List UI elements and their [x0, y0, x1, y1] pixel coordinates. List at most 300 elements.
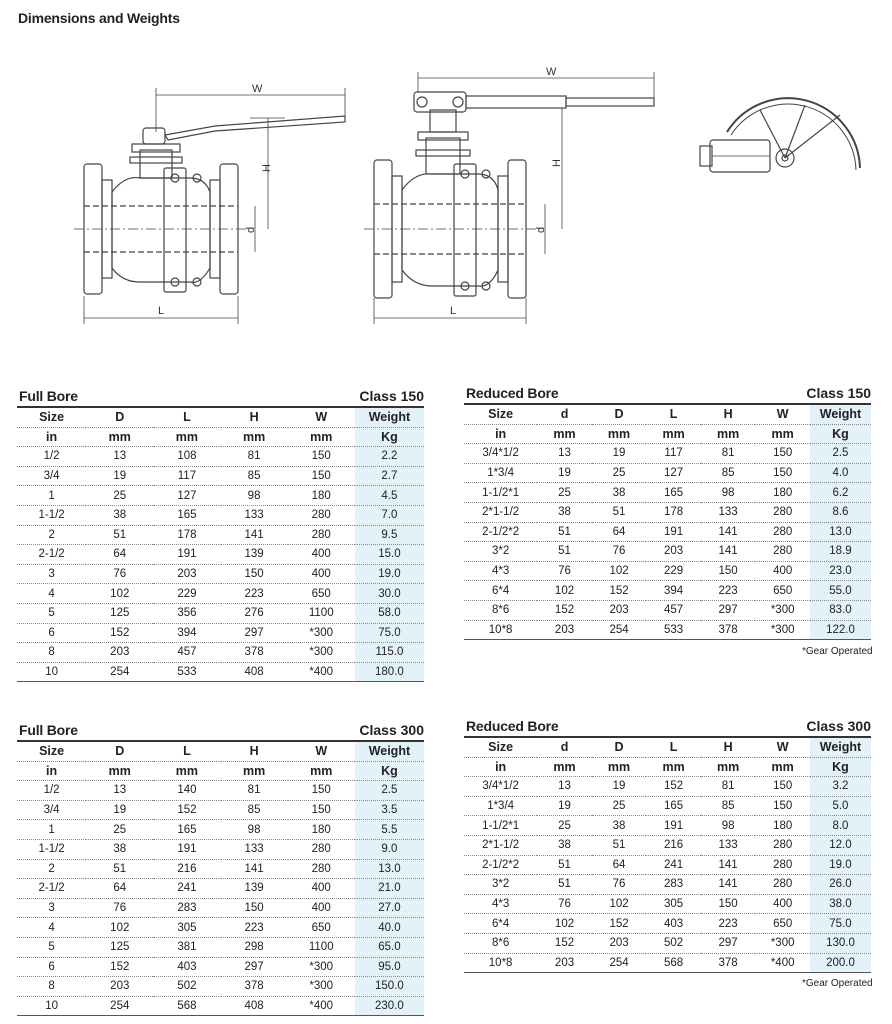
table-cell: 203	[537, 953, 592, 973]
table-cell: 51	[86, 525, 153, 545]
header-cell: D	[86, 407, 153, 427]
table-cell: 1/2	[17, 781, 86, 801]
table-cell: 117	[153, 466, 220, 486]
reduced-bore-class150-block	[464, 381, 871, 640]
table-cell: 51	[592, 835, 647, 855]
table-cell: 141	[701, 542, 756, 562]
table-cell: 23.0	[810, 561, 871, 581]
table-cell: 650	[755, 581, 810, 601]
table-cell: 1	[17, 486, 86, 506]
table-cell: 51	[592, 502, 647, 522]
table-cell: 98	[221, 486, 288, 506]
table-cell: 254	[592, 620, 647, 640]
header-cell: H	[221, 741, 288, 761]
table-cell: 9.5	[355, 525, 424, 545]
table-cell: 150	[755, 463, 810, 483]
table-cell: 81	[701, 777, 756, 797]
table-row	[464, 855, 871, 875]
table-cell: 5.0	[810, 796, 871, 816]
header-cell: Weight	[810, 404, 871, 424]
table-cell: 150	[288, 800, 355, 820]
table-cell: 76	[592, 542, 647, 562]
table-cell: 81	[221, 447, 288, 467]
large-d-label: d	[535, 226, 547, 233]
table-cell: 76	[537, 894, 592, 914]
table-row	[464, 796, 871, 816]
table-cell: 2-1/2	[17, 545, 86, 565]
table-cell: 2-1/2*2	[464, 522, 537, 542]
table-cell: *300	[288, 643, 355, 663]
full-bore-class300-table	[17, 740, 424, 1016]
table-title: Full Bore	[19, 388, 78, 404]
table-cell: 150	[701, 561, 756, 581]
table-cell: 1100	[288, 603, 355, 623]
table-cell: *300	[755, 620, 810, 640]
header-cell: W	[288, 407, 355, 427]
unit-cell: in	[464, 757, 537, 777]
table-cell: 280	[288, 505, 355, 525]
header-cell: Size	[17, 407, 86, 427]
table-row	[464, 600, 871, 620]
table-cell: *400	[288, 662, 355, 682]
unit-cell: Kg	[355, 427, 424, 447]
table-cell: 133	[221, 839, 288, 859]
table-cell: 19.0	[810, 855, 871, 875]
table-cell: 297	[221, 957, 288, 977]
table-cell: 102	[537, 581, 592, 601]
table-cell: 254	[86, 996, 153, 1016]
table-cell: 180	[755, 816, 810, 836]
table-cell: 191	[153, 839, 220, 859]
table-cell: *300	[288, 957, 355, 977]
table-cell: 81	[221, 781, 288, 801]
large-valve-drawing	[364, 72, 654, 324]
table-cell: 3*2	[464, 875, 537, 895]
header-cell: D	[592, 737, 647, 757]
table-cell: 356	[153, 603, 220, 623]
header-row	[464, 737, 871, 757]
table-cell: 8*6	[464, 933, 537, 953]
table-cell: 283	[646, 875, 701, 895]
table-cell: 102	[592, 894, 647, 914]
lever-l-label: L	[158, 305, 165, 317]
unit-cell: mm	[537, 424, 592, 444]
table-cell: 2.2	[355, 447, 424, 467]
table-cell: 13.0	[810, 522, 871, 542]
table-row	[17, 859, 424, 879]
table-cell: 1/2	[17, 447, 86, 467]
table-cell: 8	[17, 643, 86, 663]
header-cell: Size	[17, 741, 86, 761]
table-cell: 2*1-1/2	[464, 502, 537, 522]
table-cell: 200.0	[810, 953, 871, 973]
table-cell: 25	[592, 463, 647, 483]
table-cell: 51	[537, 855, 592, 875]
table-cell: 2*1-1/2	[464, 835, 537, 855]
reduced-bore-class300-block	[464, 714, 871, 973]
table-cell: 150	[221, 898, 288, 918]
full-bore-class150-table	[17, 406, 424, 682]
table-cell: 150	[288, 781, 355, 801]
table-cell: 4*3	[464, 561, 537, 581]
table-cell: 19	[592, 444, 647, 464]
table-cell: 26.0	[810, 875, 871, 895]
table-cell: 3/4	[17, 800, 86, 820]
table-cell: 280	[288, 859, 355, 879]
valve-drawings	[0, 0, 892, 340]
header-row	[464, 404, 871, 424]
unit-cell: mm	[755, 424, 810, 444]
table-cell: 4	[17, 584, 86, 604]
table-cell: 10*8	[464, 620, 537, 640]
table-cell: 533	[153, 662, 220, 682]
table-cell: 127	[153, 486, 220, 506]
table-row	[17, 662, 424, 682]
table-cell: 125	[86, 603, 153, 623]
table-row	[17, 643, 424, 663]
table-cell: 400	[288, 545, 355, 565]
table-cell: 25	[537, 816, 592, 836]
header-row	[17, 741, 424, 761]
table-cell: 650	[288, 918, 355, 938]
table-cell: 8.6	[810, 502, 871, 522]
unit-cell: mm	[153, 761, 220, 781]
table-cell: 10*8	[464, 953, 537, 973]
table-cell: 13.0	[355, 859, 424, 879]
table-cell: 297	[221, 623, 288, 643]
table-row	[464, 581, 871, 601]
table-row	[17, 996, 424, 1016]
lever-valve-drawing	[74, 88, 345, 324]
table-cell: 7.0	[355, 505, 424, 525]
table-cell: 216	[646, 835, 701, 855]
table-cell: 3.5	[355, 800, 424, 820]
table-row	[17, 918, 424, 938]
table-cell: 165	[153, 820, 220, 840]
table-cell: 502	[646, 933, 701, 953]
table-cell: 51	[537, 522, 592, 542]
table-row	[17, 879, 424, 899]
table-cell: 38	[537, 835, 592, 855]
table-cell: 280	[755, 855, 810, 875]
table-cell: 141	[701, 875, 756, 895]
table-cell: 1100	[288, 937, 355, 957]
large-w-label: W	[546, 66, 557, 78]
table-cell: 216	[153, 859, 220, 879]
table-cell: 75.0	[810, 914, 871, 934]
table-cell: 133	[221, 505, 288, 525]
table-cell: 102	[592, 561, 647, 581]
table-cell: 2	[17, 859, 86, 879]
table-cell: 3	[17, 564, 86, 584]
table-cell: 191	[646, 816, 701, 836]
table-cell: 180.0	[355, 662, 424, 682]
table-cell: 191	[646, 522, 701, 542]
table-cell: 85	[221, 466, 288, 486]
table-cell: 98	[221, 820, 288, 840]
table-row	[17, 820, 424, 840]
table-cell: 403	[646, 914, 701, 934]
table-cell: 85	[221, 800, 288, 820]
header-cell: d	[537, 737, 592, 757]
table-cell: 152	[646, 777, 701, 797]
table-cell: 394	[153, 623, 220, 643]
unit-cell: Kg	[810, 424, 871, 444]
table-cell: 280	[755, 502, 810, 522]
table-cell: 152	[86, 623, 153, 643]
table-cell: *400	[755, 953, 810, 973]
unit-cell: mm	[701, 424, 756, 444]
table-cell: 38.0	[810, 894, 871, 914]
page-title: Dimensions and Weights	[18, 10, 180, 26]
reduced-bore-class150-table	[464, 403, 871, 640]
table-title: Reduced Bore	[466, 718, 559, 734]
table-cell: 1-1/2*1	[464, 483, 537, 503]
table-row	[464, 522, 871, 542]
table-cell: 139	[221, 545, 288, 565]
header-cell: L	[153, 741, 220, 761]
table-cell: 230.0	[355, 996, 424, 1016]
table-cell: 102	[86, 918, 153, 938]
table-row	[464, 542, 871, 562]
table-cell: 152	[537, 600, 592, 620]
table-cell: 115.0	[355, 643, 424, 663]
table-row	[17, 584, 424, 604]
table-cell: 2.5	[355, 781, 424, 801]
table-cell: 254	[86, 662, 153, 682]
table-cell: 191	[153, 545, 220, 565]
table-cell: 150	[755, 777, 810, 797]
header-cell: L	[646, 404, 701, 424]
table-cell: 13	[537, 777, 592, 797]
table-cell: 40.0	[355, 918, 424, 938]
table-cell: 2.7	[355, 466, 424, 486]
table-cell: 25	[537, 483, 592, 503]
table-cell: 18.9	[810, 542, 871, 562]
table-cell: 241	[646, 855, 701, 875]
unit-cell: mm	[86, 427, 153, 447]
header-cell: Weight	[355, 407, 424, 427]
table-row	[17, 898, 424, 918]
table-cell: 283	[153, 898, 220, 918]
table-cell: 6*4	[464, 581, 537, 601]
table-cell: 75.0	[355, 623, 424, 643]
table-cell: 150	[221, 564, 288, 584]
unit-row	[17, 761, 424, 781]
table-cell: 58.0	[355, 603, 424, 623]
table-cell: 64	[86, 879, 153, 899]
table-cell: 10	[17, 996, 86, 1016]
table-cell: 3*2	[464, 542, 537, 562]
table-class: Class 150	[806, 385, 871, 401]
table-cell: 51	[537, 875, 592, 895]
table-cell: 305	[646, 894, 701, 914]
table-cell: 1	[17, 820, 86, 840]
table-cell: 1*3/4	[464, 796, 537, 816]
table-cell: 400	[288, 898, 355, 918]
reduced-bore-class300-table	[464, 736, 871, 973]
header-cell: W	[288, 741, 355, 761]
unit-cell: mm	[646, 424, 701, 444]
table-cell: 150	[288, 447, 355, 467]
unit-cell: mm	[221, 761, 288, 781]
table-title: Reduced Bore	[466, 385, 559, 401]
table-row	[17, 486, 424, 506]
table-cell: 38	[86, 839, 153, 859]
table-cell: 457	[646, 600, 701, 620]
table-cell: 95.0	[355, 957, 424, 977]
table-cell: 8	[17, 977, 86, 997]
table-cell: 152	[592, 581, 647, 601]
table-row	[464, 835, 871, 855]
table-row	[17, 937, 424, 957]
table-cell: 76	[537, 561, 592, 581]
table-cell: 81	[701, 444, 756, 464]
header-cell: Size	[464, 404, 537, 424]
header-cell: W	[755, 737, 810, 757]
table-cell: 4.0	[810, 463, 871, 483]
unit-cell: mm	[153, 427, 220, 447]
table-cell: 165	[153, 505, 220, 525]
table-cell: 25	[592, 796, 647, 816]
table-cell: *300	[755, 933, 810, 953]
table-cell: 533	[646, 620, 701, 640]
table-cell: 378	[221, 643, 288, 663]
table-cell: 457	[153, 643, 220, 663]
table-cell: 98	[701, 816, 756, 836]
table-cell: 5.5	[355, 820, 424, 840]
table-cell: 241	[153, 879, 220, 899]
unit-cell: mm	[537, 757, 592, 777]
table-cell: 378	[701, 620, 756, 640]
table-cell: 85	[701, 796, 756, 816]
lever-h-label: H	[261, 164, 273, 172]
header-cell: L	[153, 407, 220, 427]
unit-cell: mm	[592, 757, 647, 777]
table-cell: 127	[646, 463, 701, 483]
table-cell: 150	[755, 796, 810, 816]
table-cell: 2	[17, 525, 86, 545]
unit-cell: in	[464, 424, 537, 444]
table-cell: 102	[537, 914, 592, 934]
table-cell: 180	[755, 483, 810, 503]
table-cell: 125	[86, 937, 153, 957]
table-cell: 133	[701, 502, 756, 522]
table-row	[464, 561, 871, 581]
table-cell: 650	[755, 914, 810, 934]
header-cell: D	[592, 404, 647, 424]
lever-d-label: d	[245, 226, 257, 233]
table-cell: 650	[288, 584, 355, 604]
table-cell: 150	[755, 444, 810, 464]
table-row	[17, 603, 424, 623]
table-cell: 5	[17, 603, 86, 623]
unit-cell: mm	[288, 761, 355, 781]
table-cell: 2.5	[810, 444, 871, 464]
unit-cell: mm	[288, 427, 355, 447]
table-cell: 19	[86, 800, 153, 820]
unit-cell: in	[17, 427, 86, 447]
gear-operated-note: *Gear Operated	[802, 978, 873, 989]
unit-cell: Kg	[355, 761, 424, 781]
table-cell: 400	[288, 564, 355, 584]
table-cell: 13	[537, 444, 592, 464]
table-row	[464, 777, 871, 797]
table-cell: 30.0	[355, 584, 424, 604]
table-cell: 223	[701, 581, 756, 601]
header-cell: Size	[464, 737, 537, 757]
large-l-label: L	[450, 305, 457, 317]
table-row	[464, 816, 871, 836]
table-cell: 6	[17, 623, 86, 643]
table-cell: 64	[86, 545, 153, 565]
table-cell: 223	[701, 914, 756, 934]
table-cell: 400	[755, 561, 810, 581]
unit-cell: mm	[755, 757, 810, 777]
table-row	[17, 505, 424, 525]
table-cell: 229	[646, 561, 701, 581]
table-row	[17, 525, 424, 545]
table-cell: 6	[17, 957, 86, 977]
table-cell: 1*3/4	[464, 463, 537, 483]
table-cell: 568	[153, 996, 220, 1016]
header-cell: H	[221, 407, 288, 427]
table-cell: 378	[221, 977, 288, 997]
table-cell: 140	[153, 781, 220, 801]
table-row	[17, 781, 424, 801]
full-bore-class150-block	[17, 384, 424, 682]
header-cell: Weight	[810, 737, 871, 757]
table-cell: *300	[288, 977, 355, 997]
unit-cell: mm	[592, 424, 647, 444]
unit-cell: mm	[701, 757, 756, 777]
table-cell: 6.2	[810, 483, 871, 503]
table-cell: 203	[86, 977, 153, 997]
table-cell: 305	[153, 918, 220, 938]
table-cell: 139	[221, 879, 288, 899]
table-cell: 6*4	[464, 914, 537, 934]
lever-w-label: W	[252, 83, 263, 95]
table-row	[464, 483, 871, 503]
table-cell: 298	[221, 937, 288, 957]
table-cell: 229	[153, 584, 220, 604]
full-bore-class300-block	[17, 718, 424, 1016]
table-cell: 27.0	[355, 898, 424, 918]
unit-row	[464, 757, 871, 777]
table-cell: 203	[537, 620, 592, 640]
table-cell: 5	[17, 937, 86, 957]
table-cell: 2-1/2*2	[464, 855, 537, 875]
table-cell: 3/4*1/2	[464, 777, 537, 797]
table-row	[17, 623, 424, 643]
table-cell: 280	[755, 875, 810, 895]
table-cell: 21.0	[355, 879, 424, 899]
table-row	[464, 914, 871, 934]
table-cell: 141	[221, 525, 288, 545]
unit-cell: mm	[646, 757, 701, 777]
gear-operator-drawing	[700, 98, 860, 172]
table-cell: 19	[592, 777, 647, 797]
unit-cell: mm	[86, 761, 153, 781]
table-cell: 76	[86, 564, 153, 584]
header-cell: H	[701, 404, 756, 424]
table-cell: 10	[17, 662, 86, 682]
table-cell: 150.0	[355, 977, 424, 997]
table-cell: *300	[755, 600, 810, 620]
table-cell: 4*3	[464, 894, 537, 914]
header-cell: L	[646, 737, 701, 757]
table-cell: 280	[288, 839, 355, 859]
